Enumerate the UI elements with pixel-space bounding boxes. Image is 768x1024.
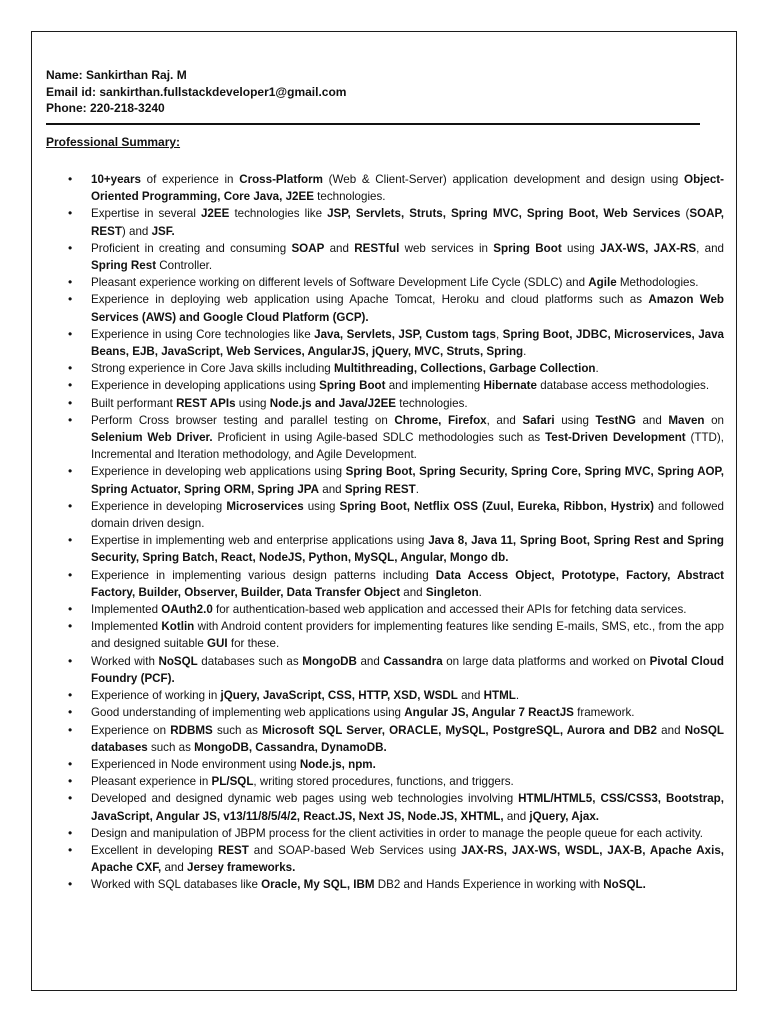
bullet-text: Expertise in implementing web and enterprise applications using bbox=[91, 534, 429, 548]
bullet-text: (TTD), Incremental and Iteration methodology, and Agile Development. bbox=[91, 431, 725, 462]
bullet-bold-text: Microservices bbox=[226, 499, 304, 513]
bullet-bold-text: Amazon Web Services (AWS) and Google Cloud Platform (GCP). bbox=[91, 293, 724, 324]
bullet-bold-text: jQuery, Ajax. bbox=[529, 809, 600, 823]
bullet-text: Worked with bbox=[91, 654, 159, 668]
summary-bullet bbox=[91, 722, 724, 756]
bullet-text: Worked with SQL databases like bbox=[91, 878, 262, 892]
bullet-text: such as bbox=[147, 740, 195, 754]
bullet-bold-text: Spring Boot, Spring Security, Spring Core, Spring MVC, Spring AOP, Spring Actuator, Spring ORM, Spring JPA bbox=[91, 465, 724, 496]
summary-bullet bbox=[91, 274, 724, 291]
summary-bullet bbox=[91, 842, 724, 876]
bullet-text: using bbox=[303, 499, 340, 513]
bullet-bold-text: Data Access Object, Prototype, Factory, Abstract Factory, Builder, Observer, Builder, Data Transfer Object bbox=[91, 568, 724, 599]
summary-bullet bbox=[91, 790, 724, 824]
summary-bullet bbox=[91, 532, 724, 566]
bullet-text: framework. bbox=[573, 706, 635, 720]
bullet-text: using bbox=[554, 413, 596, 427]
bullet-text: Experience on bbox=[91, 723, 171, 737]
header-divider bbox=[46, 123, 700, 125]
bullet-text: Good understanding of implementing web applications using bbox=[91, 706, 405, 720]
bullet-bold-text: JSP, Servlets, Struts, Spring MVC, Spring Boot, Web Services bbox=[327, 207, 681, 221]
candidate-phone: Phone: 220-218-3240 bbox=[46, 101, 165, 115]
bullet-text: Pleasant experience in bbox=[91, 775, 212, 789]
bullet-text: and followed domain driven design. bbox=[91, 499, 724, 531]
bullet-text: DB2 and Hands Experience in working with bbox=[374, 878, 604, 892]
bullet-text: (Web & Client-Server) application development and design using bbox=[322, 173, 685, 186]
summary-bullet bbox=[91, 377, 724, 394]
bullet-text: and bbox=[356, 654, 384, 668]
summary-bullet bbox=[91, 876, 724, 893]
bullet-bold-text: NoSQL databases bbox=[91, 723, 724, 754]
bullet-text: Developed and designed dynamic web pages using web technologies involving bbox=[91, 792, 519, 806]
bullet-bold-text: Jersey frameworks. bbox=[187, 861, 296, 875]
bullet-text: technologies. bbox=[396, 396, 468, 410]
bullet-text: databases such as bbox=[197, 654, 303, 668]
bullet-bold-text: REST APIs bbox=[176, 396, 236, 410]
bullet-bold-text: Safari bbox=[522, 413, 555, 427]
bullet-bold-text: Chrome, Firefox bbox=[394, 413, 487, 427]
bullet-text: , and bbox=[486, 413, 523, 427]
bullet-bold-text: Pivotal Cloud Foundry (PCF). bbox=[91, 654, 724, 685]
bullet-bold-text: Angular JS, Angular 7 ReactJS bbox=[404, 706, 574, 720]
summary-bullet bbox=[91, 291, 724, 325]
bullet-text: Experienced in Node environment using bbox=[91, 757, 300, 771]
section-heading-professional-summary: Professional Summary: bbox=[46, 135, 181, 149]
bullet-bold-text: Maven bbox=[668, 413, 705, 427]
bullet-bold-text: SOAP bbox=[291, 241, 325, 255]
bullet-bold-text: Node.js, npm. bbox=[299, 757, 376, 771]
summary-bullet bbox=[91, 205, 724, 239]
bullet-bold-text: HTML/HTML5, CSS/CSS3, Bootstrap, JavaScript, Angular JS, v13/11/8/5/4/2, React.JS, Next JS, Node.JS, XHTML, bbox=[91, 792, 724, 823]
summary-bullet bbox=[91, 567, 724, 601]
bullet-text: Experience in developing bbox=[91, 499, 227, 513]
bullet-bold-text: JAX-RS, JAX-WS, WSDL, JAX-B, Apache Axis, Apache CXF, bbox=[91, 843, 725, 875]
bullet-bold-text: Multithreading, Collections, Garbage Collection bbox=[333, 362, 596, 376]
bullet-text: web services in bbox=[399, 241, 494, 255]
bullet-bold-text: GUI bbox=[207, 637, 228, 651]
bullet-bold-text: PL/SQL bbox=[211, 775, 254, 789]
summary-bullet bbox=[91, 704, 724, 721]
bullet-bold-text: Spring Boot bbox=[319, 379, 386, 393]
bullet-text: Experience in developing applications using bbox=[91, 379, 320, 393]
resume-page bbox=[31, 31, 737, 991]
bullet-text: with Android content providers for implementing features like sending E-mails, SMS, etc., from the app and designed suitable bbox=[91, 620, 724, 651]
summary-bullet bbox=[91, 653, 724, 687]
bullet-bold-text: Selenium Web Driver. bbox=[91, 431, 213, 445]
bullet-bold-text: RDBMS bbox=[170, 723, 213, 737]
bullet-bold-text: Node.js and Java/J2EE bbox=[269, 396, 397, 410]
bullet-bold-text: SOAP, REST bbox=[91, 207, 724, 238]
bullet-text: Expertise in several bbox=[91, 207, 201, 221]
bullet-bold-text: Java, Servlets, JSP, Custom tags bbox=[314, 327, 496, 341]
bullet-text: and bbox=[324, 241, 355, 255]
bullet-text: . bbox=[595, 362, 599, 376]
bullet-text: Experience of working in bbox=[91, 689, 221, 703]
bullet-text: Built performant bbox=[91, 396, 177, 410]
bullet-bold-text: HTML bbox=[483, 689, 516, 703]
summary-bullet bbox=[91, 756, 724, 773]
bullet-text: on large data platforms and worked on bbox=[442, 654, 650, 668]
candidate-name: Name: Sankirthan Raj. M bbox=[46, 68, 187, 82]
summary-bullet bbox=[91, 326, 724, 360]
bullet-text: of experience in bbox=[140, 173, 240, 186]
bullet-text: Methodologies. bbox=[616, 276, 699, 290]
bullet-text: Experience in developing web applications using bbox=[91, 465, 346, 479]
bullet-text: Implemented bbox=[91, 620, 162, 634]
bullet-bold-text: Singleton bbox=[425, 585, 479, 599]
bullet-bold-text: NoSQL. bbox=[603, 878, 646, 892]
bullet-text: and bbox=[319, 482, 345, 496]
bullet-bold-text: Java 8, Java 11, Spring Boot, Spring Rest and Spring Security, Spring Batch, React, NodeJS, Python, MySQL, Angular, Mongo db. bbox=[91, 534, 724, 565]
bullet-text: and bbox=[161, 861, 188, 875]
bullet-text: . bbox=[478, 585, 482, 599]
bullet-text: . bbox=[515, 689, 520, 703]
bullet-text: Experience in implementing various design patterns including bbox=[91, 568, 436, 582]
summary-bullet bbox=[91, 412, 724, 464]
summary-bullet bbox=[91, 601, 724, 618]
bullet-text: and bbox=[400, 585, 426, 599]
bullet-bold-text: Spring Boot bbox=[493, 241, 562, 255]
bullet-text: for these. bbox=[227, 637, 280, 651]
bullet-text: Excellent in developing bbox=[91, 843, 218, 857]
summary-bullet bbox=[91, 618, 724, 652]
bullet-text: Implemented bbox=[91, 603, 162, 617]
bullet-text: and implementing bbox=[385, 379, 484, 393]
bullet-bold-text: Test-Driven Development bbox=[545, 431, 686, 445]
bullet-text: Proficient in using Agile-based SDLC methodologies such as bbox=[212, 431, 546, 445]
contact-block bbox=[46, 67, 346, 117]
bullet-text: and bbox=[635, 413, 669, 427]
bullet-text: technologies. bbox=[313, 190, 386, 204]
bullet-text: ) and bbox=[121, 224, 152, 238]
bullet-bold-text: jQuery, JavaScript, CSS, HTTP, XSD, WSDL bbox=[220, 689, 458, 703]
bullet-bold-text: Kotlin bbox=[161, 620, 195, 634]
bullet-bold-text: Spring Rest bbox=[91, 259, 157, 273]
summary-bullet bbox=[91, 687, 724, 704]
bullet-text: ( bbox=[680, 207, 690, 221]
bullet-bold-text: RESTful bbox=[354, 241, 400, 255]
bullet-text: and bbox=[656, 723, 685, 737]
bullet-text: for authentication-based web application and accessed their APIs for fetching data services. bbox=[212, 603, 687, 617]
bullet-text: and bbox=[457, 689, 484, 703]
bullet-text: , writing stored procedures, functions, and triggers. bbox=[253, 775, 514, 789]
bullet-bold-text: Oracle, My SQL, IBM bbox=[261, 878, 375, 892]
summary-bullet bbox=[91, 171, 724, 205]
bullet-text: , bbox=[495, 327, 503, 341]
bullet-text: Pleasant experience working on different levels of Software Development Life Cycle (SDLC) and bbox=[91, 276, 589, 290]
bullet-text: on bbox=[704, 413, 724, 427]
bullet-bold-text: Object-Oriented Programming, Core Java, J2EE bbox=[91, 173, 724, 204]
bullet-bold-text: MongoDB, Cassandra, DynamoDB. bbox=[194, 740, 387, 754]
bullet-text: using bbox=[235, 396, 270, 410]
bullet-text: Design and manipulation of JBPM process for the client activities in order to manage the people queue for each activity. bbox=[91, 826, 704, 840]
bullet-bold-text: NoSQL bbox=[158, 654, 198, 668]
bullet-bold-text: Hibernate bbox=[483, 379, 537, 393]
summary-bullet-list bbox=[91, 171, 724, 894]
bullet-bold-text: OAuth2.0 bbox=[161, 603, 213, 617]
bullet-text: Experience in deploying web application using Apache Tomcat, Heroku and cloud platforms such as bbox=[91, 293, 649, 307]
summary-bullet bbox=[91, 360, 724, 377]
bullet-bold-text: Agile bbox=[588, 276, 617, 290]
bullet-bold-text: Cassandra bbox=[383, 654, 443, 668]
bullet-text: Proficient in creating and consuming bbox=[91, 241, 292, 255]
bullet-text: Controller. bbox=[156, 259, 213, 273]
bullet-bold-text: JAX-WS, JAX-RS bbox=[600, 241, 697, 255]
bullet-text: and bbox=[503, 809, 530, 823]
bullet-bold-text: REST bbox=[217, 843, 249, 857]
bullet-text: , and bbox=[696, 241, 724, 255]
bullet-bold-text: Spring REST bbox=[344, 482, 416, 496]
summary-bullet bbox=[91, 395, 724, 412]
summary-bullet bbox=[91, 498, 724, 532]
summary-bullet bbox=[91, 240, 724, 274]
bullet-text: and SOAP-based Web Services using bbox=[248, 843, 462, 857]
candidate-email: Email id: sankirthan.fullstackdeveloper1@gmail.com bbox=[46, 84, 347, 99]
bullet-bold-text: Cross-Platform bbox=[239, 173, 323, 186]
bullet-bold-text: TestNG bbox=[595, 413, 636, 427]
bullet-bold-text: JSF. bbox=[151, 224, 175, 238]
bullet-text: such as bbox=[212, 723, 263, 737]
summary-bullet bbox=[91, 773, 724, 790]
bullet-bold-text: Microsoft SQL Server, ORACLE, MySQL, PostgreSQL, Aurora and DB2 bbox=[262, 723, 657, 737]
bullet-text: technologies like bbox=[229, 207, 328, 221]
bullet-bold-text: Spring Boot, JDBC, Microservices, Java Beans, EJB, JavaScript, Web Services, AngularJS, jQuery, MVC, Struts, Spring bbox=[91, 327, 724, 359]
bullet-text: Perform Cross browser testing and parallel testing on bbox=[91, 413, 395, 427]
summary-bullet bbox=[91, 825, 724, 842]
bullet-bold-text: Spring Boot, Netflix OSS (Zuul, Eureka, Ribbon, Hystrix) bbox=[339, 499, 654, 513]
bullet-text: Experience in using Core technologies like bbox=[91, 327, 315, 341]
bullet-text: . bbox=[415, 482, 419, 496]
bullet-bold-text: 10+years bbox=[91, 173, 141, 186]
bullet-text: using bbox=[561, 241, 600, 255]
bullet-text: Strong experience in Core Java skills including bbox=[91, 362, 334, 376]
bullet-text: . bbox=[523, 345, 527, 359]
bullet-text: database access methodologies. bbox=[536, 379, 710, 393]
bullet-bold-text: J2EE bbox=[200, 207, 230, 221]
summary-bullet bbox=[91, 463, 724, 497]
bullet-bold-text: MongoDB bbox=[302, 654, 357, 668]
